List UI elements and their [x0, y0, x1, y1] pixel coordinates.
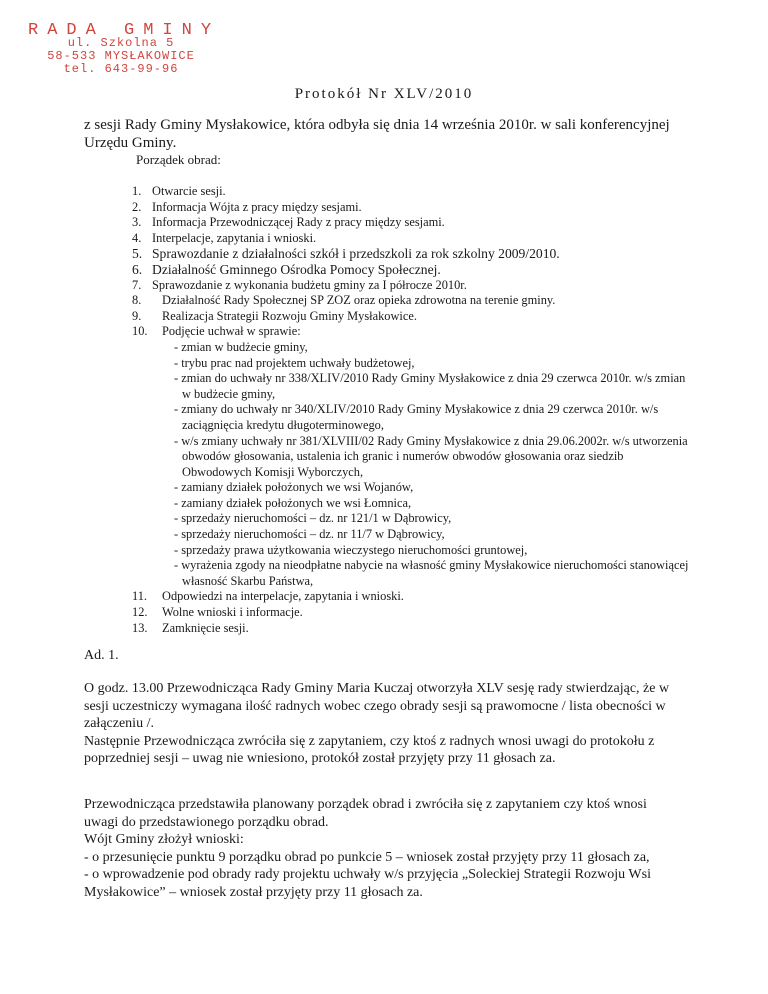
resolution-item: - zmian do uchwały nr 338/XLIV/2010 Rady Gminy Mysłakowice z dnia 29 czerwca 2010r. w/s zmian w budżecie gminy, — [174, 371, 686, 401]
agenda-item: 3. Informacja Przewodniczącej Rady z pracy między sesjami. — [132, 215, 445, 230]
ad1-heading: Ad. 1. — [84, 648, 119, 663]
agenda-item: 12. Wolne wnioski i informacje. — [132, 605, 303, 620]
intro-paragraph: z sesji Rady Gminy Mysłakowice, która odbyła się dnia 14 września 2010r. w sali konferencyjnej Urzędu Gminy. — [84, 117, 670, 151]
agenda-item: 8. Działalność Rady Społecznej SP ZOZ oraz opieka zdrowotna na terenie gminy. — [132, 293, 556, 308]
agenda-list — [132, 184, 692, 636]
stamp-street: ul. Szkolna 5 — [67, 36, 175, 50]
resolution-item: - w/s zmiany uchwały nr 381/XLVIII/02 Rady Gminy Mysłakowice z dnia 29.06.2002r. w/s utworzenia obwodów głosowania, ustalenia ich granic i numerów obwodów głosowania oraz siedzib Obwodowych Komisji Wyborczych, — [174, 433, 688, 479]
resolution-item: - zmian w budżecie gminy, — [174, 339, 308, 354]
agenda-item: 5. Sprawozdanie z działalności szkół i przedszkoli za rok szkolny 2009/2010. — [132, 246, 560, 262]
paragraph-line: Następnie Przewodnicząca zwróciła się z zapytaniem, czy ktoś z radnych wnosi uwagi do protokołu z poprzedniej sesji – uwag nie wniesiono, protokół został przyjęty przy 11 głosach za. — [84, 733, 655, 767]
stamp-city: 58-533 MYSŁAKOWICE — [47, 49, 195, 63]
resolutions-sublist — [132, 340, 692, 590]
ad1-agenda-paragraph — [84, 796, 684, 902]
agenda-item: 13. Zamknięcie sesji. — [132, 620, 249, 635]
paragraph-line: Przewodnicząca przedstawiła planowany porządek obrad i zwróciła się z zapytaniem czy ktoś wnosi uwagi do przedstawionego porządku obrad. — [84, 797, 647, 830]
agenda-item: 9. Realizacja Strategii Rozwoju Gminy Mysłakowice. — [132, 308, 417, 323]
paragraph-line: - o wprowadzenie pod obrady rady projektu uchwały w/s przyjęcia „Soleckiej Strategii Rozwoju Wsi Mysłakowice” – wniosek został przyjęty przy 11 głosach za. — [84, 867, 651, 900]
resolution-item: - zmiany do uchwały nr 340/XLIV/2010 Rady Gminy Mysłakowice z dnia 29 czerwca 2010r. w/s zaciągnięcia kredytu długoterminowego, — [174, 402, 659, 432]
paragraph-line: Wójt Gminy złożył wnioski: — [84, 832, 244, 848]
resolution-item: - zamiany działek położonych we wsi Łomnica, — [174, 495, 412, 510]
council-stamp — [22, 21, 221, 76]
agenda-item: 11. Odpowiedzi na interpelacje, zapytania i wnioski. — [132, 589, 404, 604]
agenda-item: 4. Interpelacje, zapytania i wnioski. — [132, 230, 317, 245]
resolution-item: - sprzedaży nieruchomości – dz. nr 11/7 w Dąbrowicy, — [174, 527, 445, 542]
resolution-item: - sprzedaży nieruchomości – dz. nr 121/1 w Dąbrowicy, — [174, 511, 452, 526]
stamp-phone: tel. 643-99-96 — [63, 62, 179, 76]
resolution-item: - wyrażenia zgody na nieodpłatne nabycie na własność gminy Mysłakowice nieruchomości stanowiącej własność Skarbu Państwa, — [174, 558, 689, 588]
ad1-opening-paragraph — [84, 680, 684, 768]
document-title: Protokół Nr XLV/2010 — [294, 86, 474, 102]
resolution-item: - zamiany działek położonych we wsi Wojanów, — [174, 480, 414, 495]
resolution-item: - sprzedaży prawa użytkowania wieczystego nieruchomości gruntowej, — [174, 542, 528, 557]
stamp-title: RADA GMINY — [28, 21, 221, 40]
agenda-item: 1. Otwarcie sesji. — [132, 184, 226, 198]
paragraph-line: O godz. 13.00 Przewodnicząca Rady Gminy Maria Kuczaj otworzyła XLV sesję rady stwierdzając, że w sesji uczestniczy wymagana ilość radnych wobec czego obrady sesji są prawomocne / lista obecności w załączeniu /. — [84, 681, 670, 732]
agenda-item: 10. Podjęcie uchwał w sprawie: — [132, 324, 301, 339]
agenda-item: 2. Informacja Wójta z pracy między sesjami. — [132, 199, 362, 214]
resolution-item: - trybu prac nad projektem uchwały budżetowej, — [174, 355, 415, 370]
resolutions-sublist-wrapper — [132, 340, 692, 590]
agenda-heading: Porządek obrad: — [136, 152, 221, 167]
agenda-item: 6. Działalność Gminnego Ośrodka Pomocy Społecznej. — [132, 261, 441, 277]
agenda-item: 7. Sprawozdanie z wykonania budżetu gminy za I półrocze 2010r. — [132, 277, 467, 292]
paragraph-line: - o przesunięcie punktu 9 porządku obrad po punkcie 5 – wniosek został przyjęty przy 11 głosach za, — [84, 849, 650, 865]
